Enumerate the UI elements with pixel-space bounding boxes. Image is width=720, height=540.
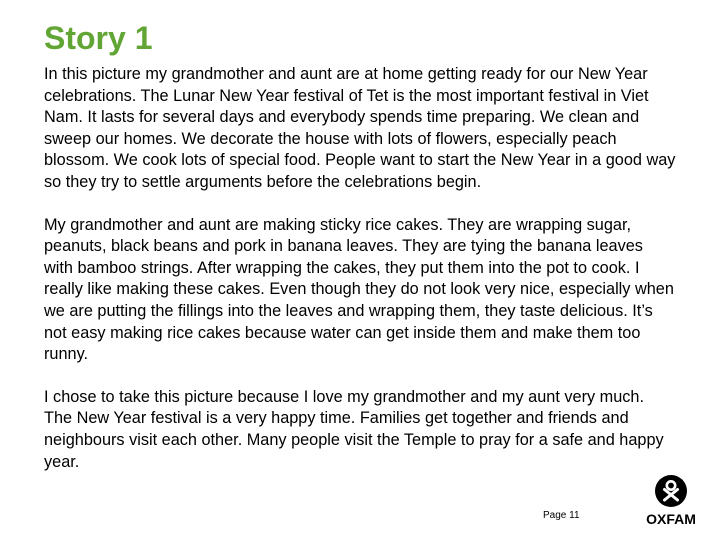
page-title: Story 1 xyxy=(44,20,153,56)
page-number: Page 11 xyxy=(543,510,580,521)
story-paragraph-3: I chose to take this picture because I love my grandmother and my aunt very much. The New Year festival is a very happy time. Families get together and friends and neighbours visit each other. Many people visit the Temple to pray for a safe and happy year. xyxy=(44,387,664,471)
story-paragraph-1: In this picture my grandmother and aunt are at home getting ready for our New Year celebrations. The Lunar New Year festival of Tet is the most important festival in Viet Nam. It lasts for several days and everybody spends time preparing. We clean and sweep our homes. We decorate the house with lots of flowers, especially peach blossom. We cook lots of special food. People want to start the New Year in a good way so they try to settle arguments before the celebrations begin. xyxy=(44,65,676,191)
story-body xyxy=(44,64,676,494)
oxfam-logo-icon xyxy=(654,474,688,508)
story-paragraph-2: My grandmother and aunt are making sticky rice cakes. They are wrapping sugar, peanuts, black beans and pork in banana leaves. They are tying the banana leaves with bamboo strings. After wrapping the cakes, they put them into the pot to cook. I really like making these cakes. Even though they do not look very nice, especially when we are putting the fillings into the leaves and wrapping them, they taste delicious. It’s not easy making rice cakes because water can get inside them and make them too runny. xyxy=(44,215,674,364)
oxfam-logo xyxy=(645,474,697,526)
oxfam-wordmark: OXFAM xyxy=(646,511,696,527)
